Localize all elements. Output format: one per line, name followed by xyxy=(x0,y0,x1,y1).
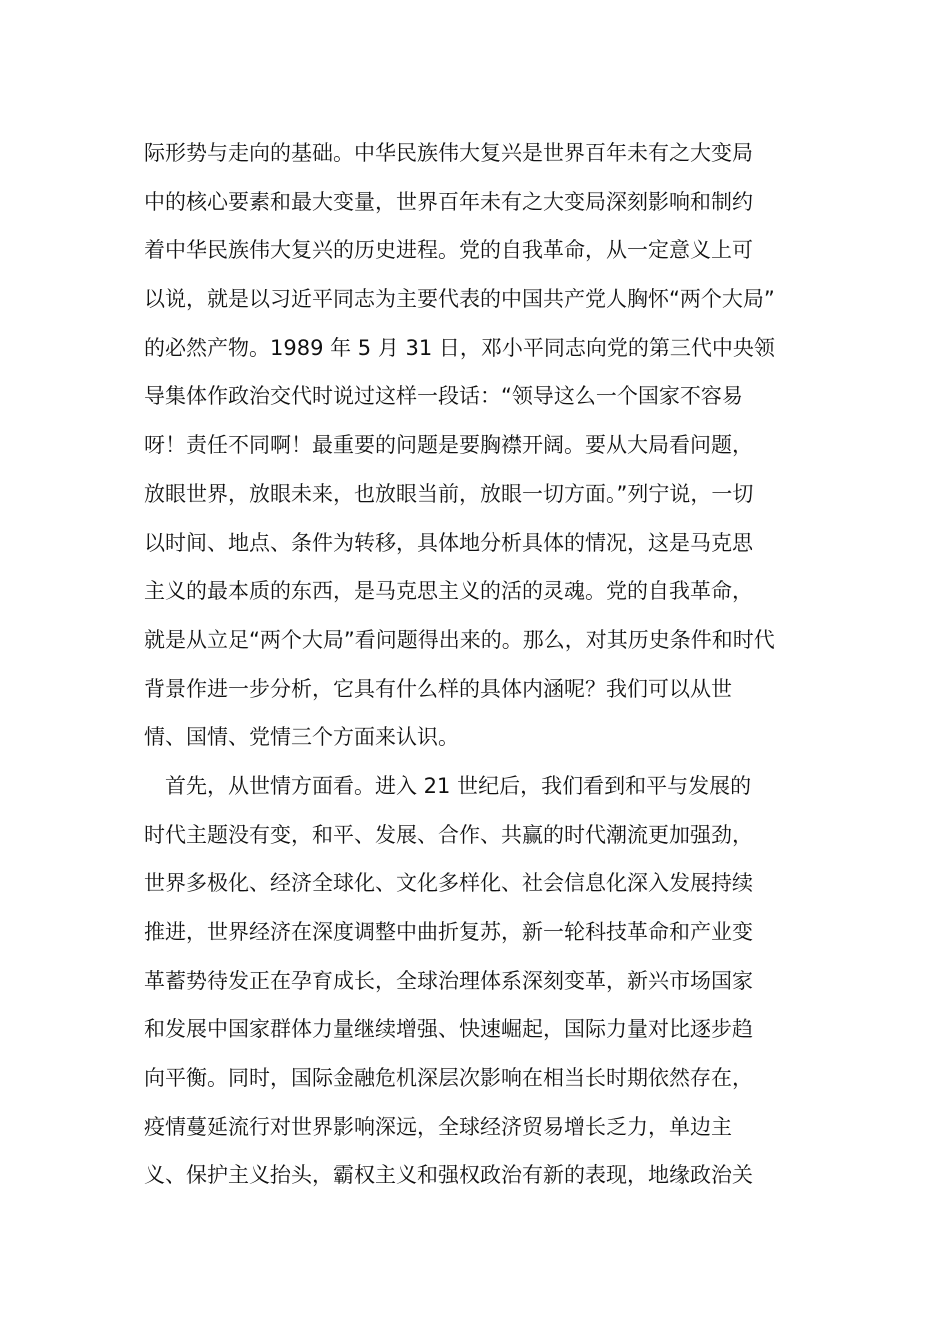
text-line: 情、国情、党情三个方面来认识。 xyxy=(144,725,459,750)
text-line: 以时间、地点、条件为转移，具体地分析具体的情况，这是马克思 xyxy=(144,530,753,555)
text-line: 革蓄势待发正在孕育成长，全球治理体系深刻变革，新兴市场国家 xyxy=(144,968,753,993)
text-line: 以说，就是以习近平同志为主要代表的中国共产党人胸怀“两个大局” xyxy=(144,287,775,312)
text-line: 推进，世界经济在深度调整中曲折复苏，新一轮科技革命和产业变 xyxy=(144,920,753,944)
text-line: 放眼世界，放眼未来，也放眼当前，放眼一切方面。”列宁说，一切 xyxy=(144,481,754,506)
text-line: 和发展中国家群体力量继续增强、快速崛起，国际力量对比逐步趋 xyxy=(144,1017,753,1042)
text-line: 导集体作政治交代时说过这样一段话：“领导这么一个国家不容易 xyxy=(144,384,743,409)
text-line: 主义的最本质的东西，是马克思主义的活的灵魂。党的自我革命， xyxy=(144,579,753,604)
text-line: 义、保护主义抬头，霸权主义和强权政治有新的表现，地缘政治关 xyxy=(144,1163,753,1188)
text-line: 际形势与走向的基础。中华民族伟大复兴是世界百年未有之大变局 xyxy=(144,141,753,165)
text-line: 背景作进一步分析，它具有什么样的具体内涵呢？我们可以从世 xyxy=(144,676,732,701)
text-line: 中的核心要素和最大变量，世界百年未有之大变局深刻影响和制约 xyxy=(144,189,753,214)
text-line: 疫情蔓延流行对世界影响深远，全球经济贸易增长乏力，单边主 xyxy=(144,1114,732,1139)
paragraph-start-line: 首先，从世情方面看。进入 21 世纪后，我们看到和平与发展的 xyxy=(144,773,752,798)
text-line: 就是从立足“两个大局”看问题得出来的。那么，对其历史条件和时代 xyxy=(144,627,775,652)
text-line: 着中华民族伟大复兴的历史进程。党的自我革命，从一定意义上可 xyxy=(144,238,753,263)
text-line: 向平衡。同时，国际金融危机深层次影响在相当长时期依然存在， xyxy=(144,1066,753,1091)
text-line: 时代主题没有变，和平、发展、合作、共赢的时代潮流更加强劲， xyxy=(144,822,753,847)
text-line: 呀！责任不同啊！最重要的问题是要胸襟开阔。要从大局看问题， xyxy=(144,433,753,458)
body-text xyxy=(144,129,808,1200)
text-line: 世界多极化、经济全球化、文化多样化、社会信息化深入发展持续 xyxy=(144,871,753,896)
text-line: 的必然产物。1989 年 5 月 31 日，邓小平同志向党的第三代中央领 xyxy=(144,335,775,360)
